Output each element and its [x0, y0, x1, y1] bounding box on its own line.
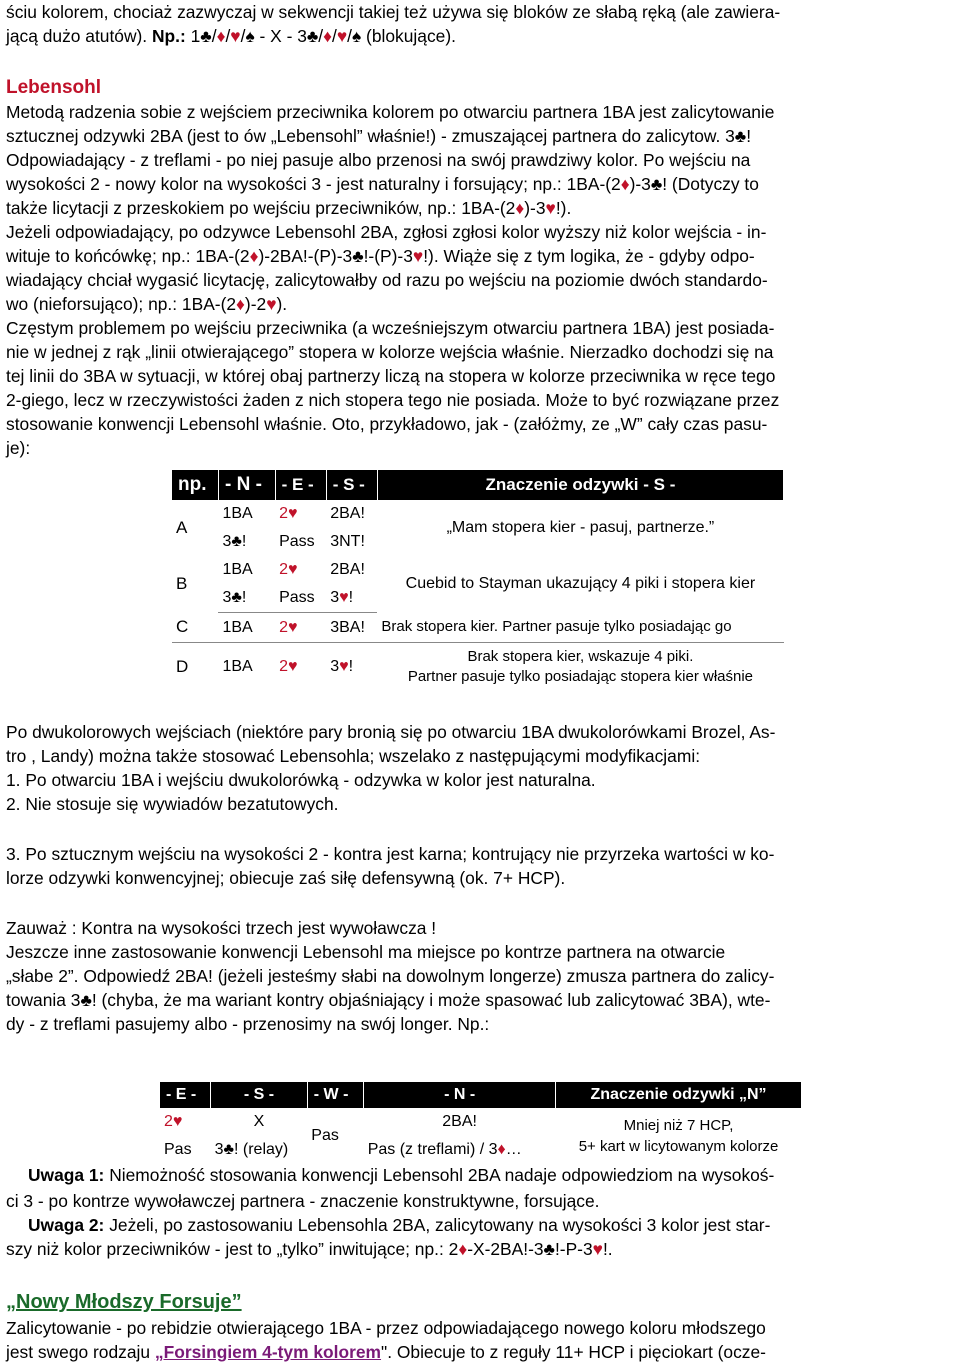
bid-cell: 2♥ — [275, 613, 326, 643]
bid-cell: 1BA — [222, 657, 253, 675]
text-line: tej linii do 3BA w sytuacji, w której obaj partnerzy liczą na stopera w kolorze przeciwnika w ręce tego — [6, 366, 776, 386]
row-label: D — [176, 656, 189, 676]
text-line: Odpowiadający - z treflami - po niej pasuje albo przenosi na swój prawdziwy kolor. Po wejściu na — [6, 150, 751, 170]
text-line: 3. Po sztucznym wejściu na wysokości 2 - kontra jest karna; kontrujący nie przyrzeka wartości w ko- — [6, 844, 775, 864]
bidding-table-2 — [160, 1082, 802, 1164]
meaning-cell: Mniej niż 7 HCP, 5+ kart w licytowanym kolorze — [578, 1117, 779, 1155]
text-line: wiadający chciał wygasić licytację, zalicytowałby od razu po wejściu na poziomie dwóch standardo- — [6, 270, 768, 290]
text-line: dy - z treflami pasujemy albo - przenosimy na swój longer. Np.: — [6, 1014, 490, 1034]
section-heading-nmf: „Nowy Młodszy Forsuje” — [6, 1291, 242, 1313]
bid-cell: 1BA — [222, 505, 253, 522]
bid-cell: 3♣! — [218, 584, 275, 613]
bid-cell: Pass — [279, 533, 315, 550]
bid-cell: 1BA — [222, 561, 253, 578]
text-line: Jeżeli odpowiadający, po odzywce Lebensohl 2BA, zgłosi zgłosi kolor wyższy niż kolor wejścia - in- — [6, 222, 767, 242]
bid-cell: 2♥ — [279, 505, 298, 522]
bid-cell: 3♣! — [222, 533, 247, 550]
text-line: 2. Nie stosuje się wywiadów bezatutowych. — [6, 794, 339, 814]
text-line: 2-giego, lecz w rzeczywistości żaden z nich stopera tego nie posiada. Może to być rozwiązane przez — [6, 390, 780, 410]
bid-cell: X — [253, 1113, 265, 1130]
bid-cell: Pas — [311, 1127, 339, 1144]
table-header: - E - — [275, 470, 326, 500]
bid-cell: 2♥ — [279, 561, 298, 578]
bid-cell: Pas (z treflami) / 3♦… — [367, 1141, 522, 1158]
bid-cell: 3NT! — [330, 533, 365, 550]
meaning-cell: Cuebid to Stayman ukazujący 4 piki i stopera kier — [405, 575, 756, 593]
row-label: C — [172, 613, 218, 643]
row-label: B — [176, 574, 188, 594]
note-2: Uwaga 2: Jeżeli, po zastosowaniu Lebensohla 2BA, zalicytowany na wysokości 3 kolor jest star- — [28, 1215, 771, 1235]
bid-cell: 3♥! — [326, 584, 377, 613]
text-line: Jeszcze inne zastosowanie konwencji Lebensohl ma miejsce po kontrze partnera na otwarcie — [6, 942, 726, 962]
text-line: jest swego rodzaju „Forsingiem 4-tym kolorem". Obiecuje to z reguły 11+ HCP i pięciokart (ocze- — [6, 1342, 766, 1362]
text-line: lorze odzywki konwencyjnej; obiecuje zaś siłę defensywną (ok. 7+ HCP). — [6, 868, 566, 888]
text-line: towania 3♣! (chyba, że ma wariant kontry objaśniający i może spasować lub zalicytować 3BA), wte- — [6, 990, 771, 1010]
text-line: wo (nieforsująco); np.: 1BA-(2♦)-2♥). — [6, 294, 288, 314]
text-line: Metodą radzenia sobie z wejściem przeciwnika kolorem po otwarciu partnera 1BA jest zalicytowanie — [6, 102, 775, 122]
table-header: - S - — [211, 1082, 308, 1108]
row-label: A — [176, 518, 188, 537]
bid-cell: Pas — [164, 1141, 192, 1158]
bid-cell: 3♥! — [330, 657, 354, 675]
text-line: wysokości 2 - nowy kolor na wysokości 3 - jest naturalny i forsujący; np.: 1BA-(2♦)-3♣! (Dotyczy to — [6, 174, 759, 194]
table-header: - W - — [307, 1082, 363, 1108]
text-line: je): — [6, 438, 31, 458]
bid-cell: 2BA! — [442, 1113, 477, 1130]
text-line: „słabe 2”. Odpowiedź 2BA! (jeżeli jesteśmy słabi na dowolnym longerze) zmusza partnera do zalicy- — [6, 966, 775, 986]
text-line: 1. Po otwarciu 1BA i wejściu dwukolorówką - odzywka w kolor jest naturalna. — [6, 770, 596, 790]
text-line: stosowanie konwencji Lebensohl właśnie. Oto, przykładowo, jak - (załóżmy, ze „W” cały czas pasu- — [6, 414, 768, 434]
meaning-cell: Brak stopera kier. Partner pasuje tylko posiadając go — [377, 613, 783, 643]
note-1-cont: ci 3 - po kontrze wywoławczej partnera - znaczenie konstruktywne, forsujące. — [6, 1191, 600, 1211]
note-1: Uwaga 1: Niemożność stosowania konwencji Lebensohl 2BA nadaje odpowiedziom na wysokoś- — [28, 1165, 775, 1185]
nmf-link[interactable]: „Forsingiem 4-tym kolorem — [154, 1342, 382, 1362]
text-line: Zalicytowanie - po rebidzie otwierającego 1BA - przez odpowiadającego nowego koloru młodszego — [6, 1318, 766, 1338]
text-line: tro , Landy) można także stosować Lebensohla; wszelako z następującymi modyfikacjami: — [6, 746, 701, 766]
table-header: - N - — [364, 1082, 556, 1108]
bid-cell: 3♣! (relay) — [214, 1141, 289, 1158]
bid-cell: 1BA — [218, 613, 275, 643]
text-line: ściu kolorem, chociaż zazwyczaj w sekwencji takiej też używa się bloków ze słabą ręką (ale zawiera- — [6, 2, 781, 22]
table-header: - E - — [160, 1082, 211, 1108]
bid-cell: 2♥ — [164, 1113, 183, 1130]
note-2-cont: szy niż kolor przeciwników - jest to „tylko” inwitujące; np.: 2♦-X-2BA!-3♣!-P-3♥!. — [6, 1239, 613, 1259]
text-line: Zauważ : Kontra na wysokości trzech jest wywoławcza ! — [6, 918, 437, 938]
text-line: jącą dużo atutów). Np.: 1♣/♦/♥/♠ - X - 3♣/♦/♥/♠ (blokujące). — [6, 26, 456, 46]
meaning-cell: Brak stopera kier, wskazuje 4 piki. Partner pasuje tylko posiadając stopera kier właśnie — [407, 647, 754, 685]
table-header: - S - — [326, 470, 377, 500]
table-header: Znaczenie odzywki - S - — [377, 470, 783, 500]
bid-cell: Pass — [275, 584, 326, 613]
text-line: Po dwukolorowych wejściach (niektóre pary bronią się po otwarciu 1BA dwukolorówkami Brozel, As- — [6, 722, 776, 742]
bid-cell: 2♥ — [279, 657, 298, 675]
table-header: Znaczenie odzywki „N” — [556, 1082, 802, 1108]
text-line: także licytacji z przeskokiem po wejściu przeciwników, np.: 1BA-(2♦)-3♥!). — [6, 198, 572, 218]
text-line: Częstym problemem po wejściu przeciwnika (a wcześniejszym otwarciu partnera 1BA) jest posiada- — [6, 318, 775, 338]
text-line: sztucznej odzywki 2BA (jest to ów „Lebensohl” właśnie!) - zmuszającej partnera do zalicytow. 3♣! — [6, 126, 752, 146]
text-line: wituje to końcówkę; np.: 1BA-(2♦)-2BA!-(P)-3♣!-(P)-3♥!). Wiąże się z tym logika, że - gdyby odpo- — [6, 246, 755, 266]
bid-cell: 2BA! — [330, 505, 365, 522]
bid-cell: 2BA! — [330, 561, 365, 578]
bid-cell: 3BA! — [326, 613, 377, 643]
bidding-table-1 — [172, 470, 784, 691]
meaning-cell: „Mam stopera kier - pasuj, partnerze.” — [446, 519, 715, 536]
section-heading-lebensohl: Lebensohl — [6, 77, 102, 98]
table-header: np. — [172, 470, 218, 500]
text-line: nie w jednej z rąk „linii otwierającego” stopera w kolorze wejścia właśnie. Nierzadko dochodzi się na — [6, 342, 774, 362]
table-header: - N - — [218, 470, 275, 500]
